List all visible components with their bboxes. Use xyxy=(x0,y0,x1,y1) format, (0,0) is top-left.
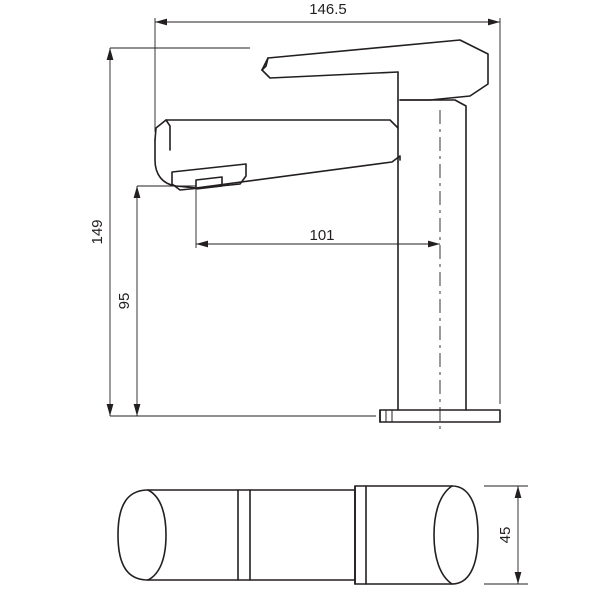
arrow-146-right xyxy=(488,19,500,26)
top-plan-view xyxy=(118,486,478,584)
dim-label-overall-width: 146.5 xyxy=(309,1,347,18)
arrow-45-bottom xyxy=(515,572,522,584)
faucet-spout-top xyxy=(155,100,398,140)
arrow-149-top xyxy=(107,48,114,60)
dim-label-spout-height: 95 xyxy=(116,292,133,310)
plan-handle-curve xyxy=(434,486,452,584)
faucet-spout-inner-contour xyxy=(166,120,170,150)
arrow-101-left xyxy=(196,241,208,248)
arrow-95-bottom xyxy=(134,404,141,416)
plan-handle-outline xyxy=(355,486,478,584)
faucet-spout-nose xyxy=(155,140,196,188)
arrow-146-left xyxy=(155,19,167,26)
arrow-101-right xyxy=(428,241,440,248)
plan-spout-nose-curve xyxy=(148,490,166,580)
dimension-lines-front xyxy=(110,18,500,430)
faucet-lever-underside xyxy=(262,70,398,78)
dim-label-depth: 45 xyxy=(497,526,514,544)
faucet-base-hatch xyxy=(386,410,392,422)
faucet-spout-bottom xyxy=(196,156,400,188)
dim-label-spout-reach: 101 xyxy=(309,227,335,244)
arrow-95-top xyxy=(134,186,141,198)
plan-spout-outline xyxy=(118,490,355,580)
dim-label-overall-height: 149 xyxy=(89,219,106,245)
arrow-149-bottom xyxy=(107,404,114,416)
faucet-lever-handle xyxy=(262,40,488,100)
arrow-45-top xyxy=(515,486,522,498)
faucet-body-right xyxy=(400,100,466,410)
dimension-arrows-front xyxy=(107,19,500,416)
